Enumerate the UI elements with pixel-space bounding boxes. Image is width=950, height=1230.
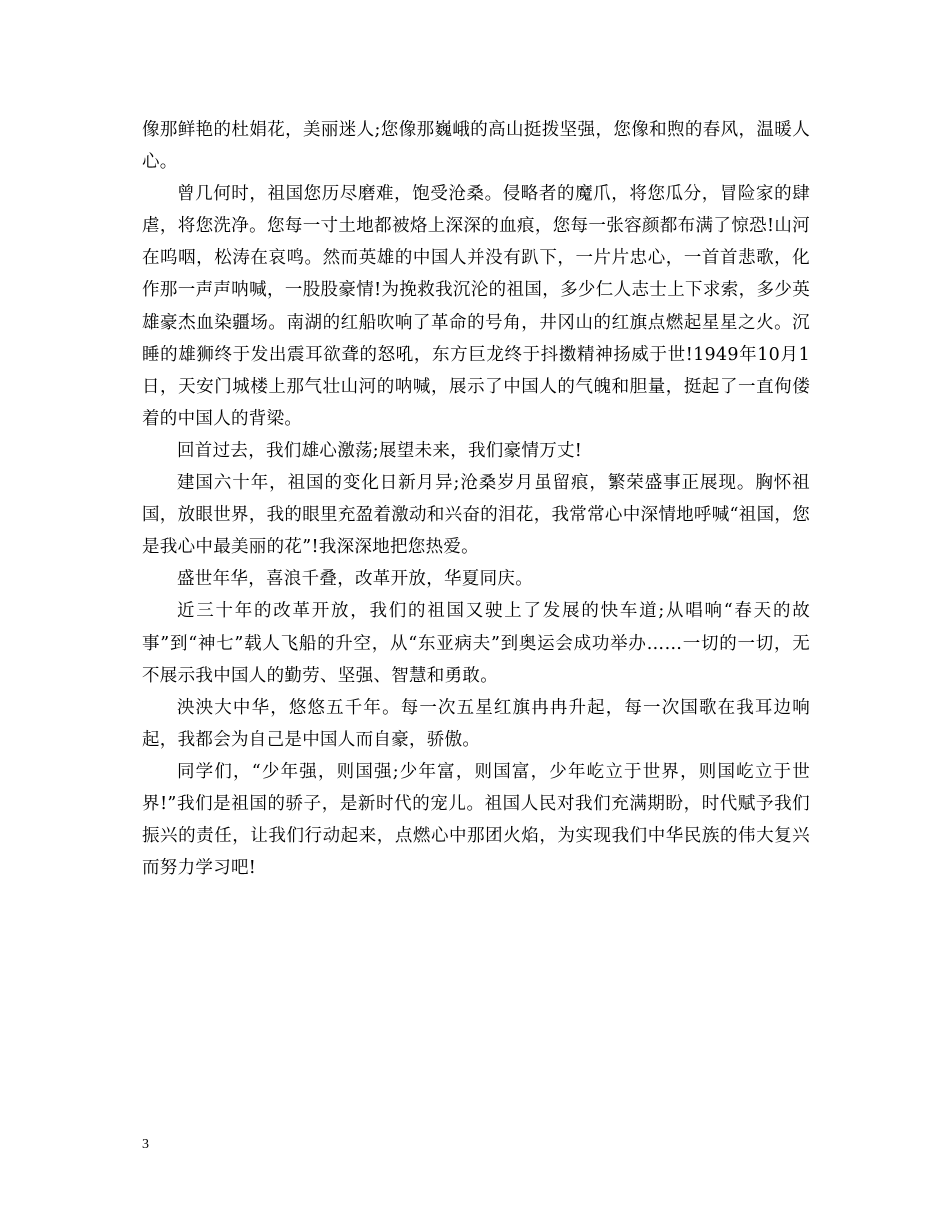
- paragraph-8: 同学们，“少年强，则国强;少年富，则国富，少年屹立于世界，则国屹立于世界!”我们是祖国的骄子，是新时代的宠儿。祖国人民对我们充满期盼，时代赋予我们振兴的责任，让我们行动起来，点燃心中那团火焰，为实现我们中华民族的伟大复兴而努力学习吧!: [142, 761, 810, 879]
- document-body: [142, 114, 810, 884]
- paragraph-5: 盛世年华，喜浪千叠，改革开放，华夏同庆。: [177, 569, 533, 590]
- paragraph-2: 曾几何时，祖国您历尽磨难，饱受沧桑。侵略者的魔爪，将您瓜分，冒险家的肆虐，将您洗净。您每一寸土地都被烙上深深的血痕，您每一张容颜都布满了惊恐!山河在呜咽，松涛在哀鸣。然而英雄的中国人并没有趴下，一片片忠心，一首首悲歌，化作那一声声呐喊，一股股豪情!为挽救我沉沦的祖国，多少仁人志士上下求索，多少英雄豪杰血染疆场。南湖的红船吹响了革命的号角，井冈山的红旗点燃起星星之火。沉睡的雄狮终于发出震耳欲聋的怒吼，东方巨龙终于抖擞精神扬威于世!1949年10月1日，天安门城楼上那气壮山河的呐喊，展示了中国人的气魄和胆量，挺起了一直佝偻着的中国人的背梁。: [142, 184, 810, 429]
- paragraph-7: 泱泱大中华，悠悠五千年。每一次五星红旗冉冉升起，每一次国歌在我耳边响起，我都会为自己是中国人而自豪，骄傲。: [142, 697, 810, 750]
- paragraph-4: 建国六十年，祖国的变化日新月异;沧桑岁月虽留痕，繁荣盛事正展现。胸怀祖国，放眼世界，我的眼里充盈着激动和兴奋的泪花，我常常心中深情地呼喊“祖国，您是我心中最美丽的花”!我深深地把您热爱。: [142, 473, 810, 558]
- paragraph-1: 像那鲜艳的杜娟花，美丽迷人;您像那巍峨的高山挺拨坚强，您像和煦的春风，温暖人心。: [142, 120, 810, 173]
- page-number: 3: [142, 1137, 149, 1152]
- paragraph-3: 回首过去，我们雄心激荡;展望未来，我们豪情万丈!: [177, 440, 583, 461]
- paragraph-6: 近三十年的改革开放，我们的祖国又驶上了发展的快车道;从唱响“春天的故事”到“神七”载人飞船的升空，从“东亚病夫”到奥运会成功举办……一切的一切，无不展示我中国人的勤劳、坚强、智慧和勇敢。: [142, 601, 810, 686]
